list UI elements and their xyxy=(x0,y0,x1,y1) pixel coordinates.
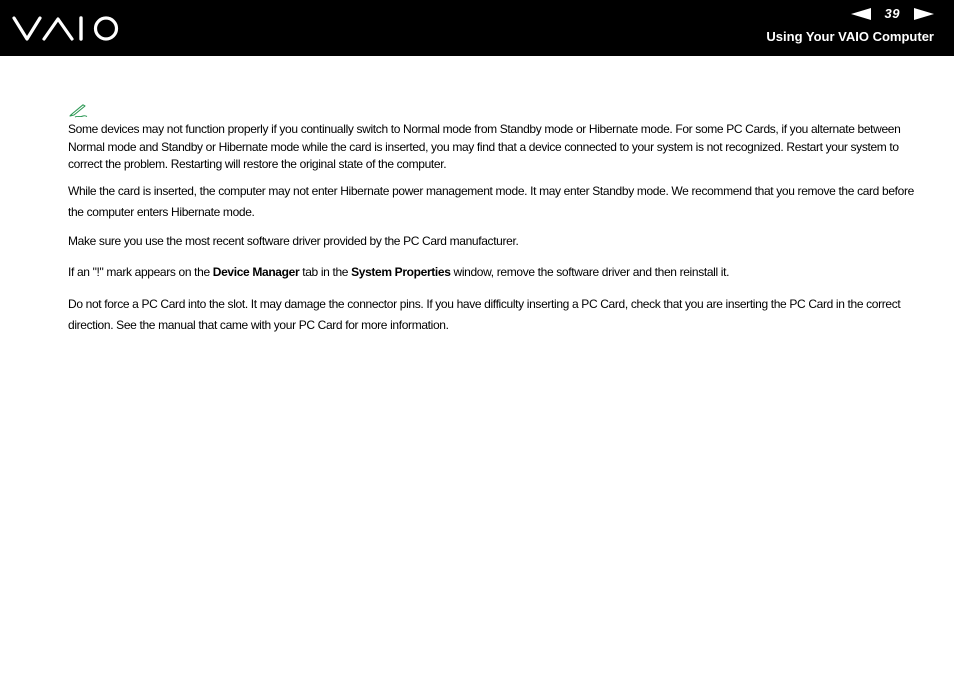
page-content xyxy=(68,104,916,336)
page-number: 39 xyxy=(884,6,900,21)
system-properties-label: System Properties xyxy=(351,264,451,279)
paragraph-hibernate: While the card is inserted, the computer may not enter Hibernate power management mode. It may enter Standby mode. We recommend that you remove the card before the computer enters Hibernate mode. xyxy=(68,183,914,219)
paragraph-driver: Make sure you use the most recent software driver provided by the PC Card manufacturer. xyxy=(68,233,519,248)
page-header xyxy=(0,0,954,56)
note-text: Some devices may not function properly if you continually switch to Normal mode from Standby mode or Hibernate mode. For some PC Cards, if you alternate between Normal mode and Standby or Hibernate mode while the card is inserted, you may find that a device connected to your system is not recognized. Restart your system to correct the problem. Restarting will restore the original state of the computer. xyxy=(68,122,901,171)
triangle-right-icon[interactable] xyxy=(914,7,934,21)
text-span: If an "!" mark appears on the xyxy=(68,264,213,279)
pencil-note-icon xyxy=(68,104,88,118)
section-title: Using Your VAIO Computer xyxy=(766,29,934,44)
triangle-left-icon[interactable] xyxy=(851,7,871,21)
page-navigation xyxy=(851,6,934,21)
text-span: tab in the xyxy=(299,264,352,279)
paragraph-device-manager xyxy=(68,262,916,283)
vaio-logo xyxy=(12,12,122,44)
paragraph-force-card: Do not force a PC Card into the slot. It may damage the connector pins. If you have difficulty inserting a PC Card, check that you are inserting the PC Card in the correct direction. See the manual that came with your PC Card for more information. xyxy=(68,296,901,332)
text-span: window, remove the software driver and then reinstall it. xyxy=(450,264,730,279)
device-manager-label: Device Manager xyxy=(212,264,300,279)
